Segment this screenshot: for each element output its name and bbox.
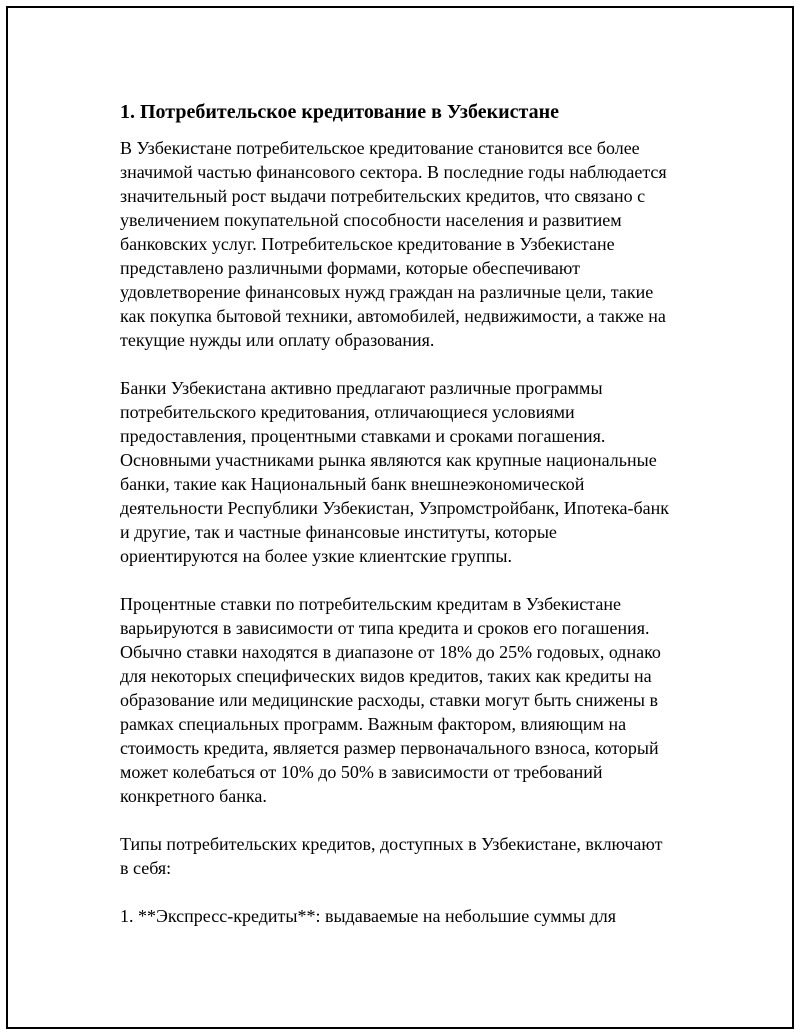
section-heading: 1. Потребительское кредитование в Узбекистане: [120, 101, 559, 123]
document-page: [6, 6, 794, 1029]
paragraph-banks: Банки Узбекистана активно предлагают различные программы потребительского кредитования, отличающиеся условиями предоставления, процентными ставками и сроками погашения. Основными участниками рынка являются как крупные национальные банки, такие как Национальный банк внешнеэкономической деятельности Республики Узбекистан, Узпромстройбанк, Ипотека-банк и другие, так и частные финансовые институты, которые ориентируются на более узкие клиентские группы.: [120, 378, 670, 566]
paragraph-types-intro: Типы потребительских кредитов, доступных в Узбекистане, включают в себя:: [120, 834, 663, 878]
paragraph-rates: Процентные ставки по потребительским кредитам в Узбекистане варьируются в зависимости от типа кредита и сроков его погашения. Обычно ставки находятся в диапазоне от 18% до 25% годовых, однако для некоторых специфических видов кредитов, таких как кредиты на образование или медицинские расходы, ставки могут быть снижены в рамках специальных программ. Важным фактором, влияющим на стоимость кредита, является размер первоначального взноса, который может колебаться от 10% до 50% в зависимости от требований конкретного банка.: [120, 594, 661, 806]
list-item-express-credits: 1. **Экспресс-кредиты**: выдаваемые на небольшие суммы для: [120, 906, 617, 926]
document-content: [120, 100, 698, 928]
paragraph-intro: В Узбекистане потребительское кредитование становится все более значимой частью финансового сектора. В последние годы наблюдается значительный рост выдачи потребительских кредитов, что связано с увеличением покупательной способности населения и развитием банковских услуг. Потребительское кредитование в Узбекистане представлено различными формами, которые обеспечивают удовлетворение финансовых нужд граждан на различные цели, такие как покупка бытовой техники, автомобилей, недвижимости, а также на текущие нужды или оплату образования.: [120, 138, 667, 350]
